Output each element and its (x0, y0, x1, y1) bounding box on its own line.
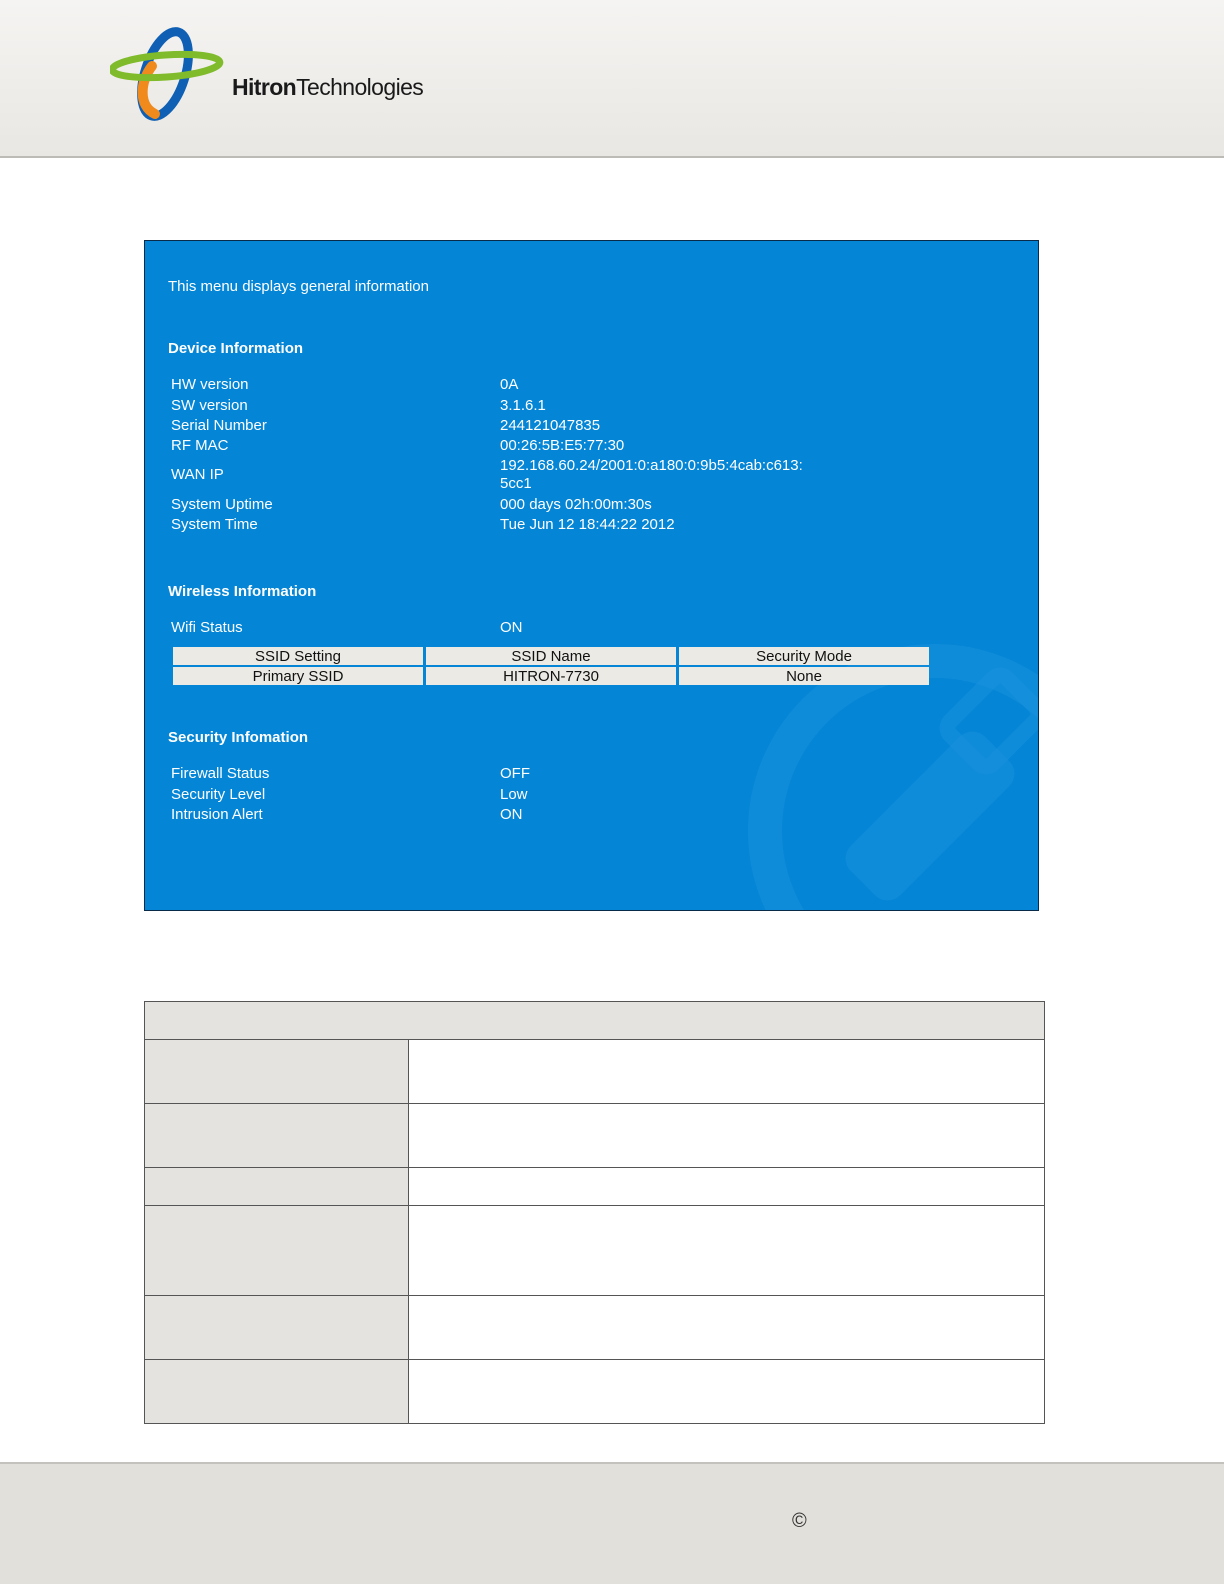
label-cell (145, 1040, 409, 1104)
page-header (0, 0, 1224, 158)
label-cell (145, 1168, 409, 1206)
ssid-name-header: SSID Name (426, 647, 676, 665)
description-table-header (145, 1002, 1045, 1040)
firewall-status-label: Firewall Status (171, 765, 270, 782)
ssid-setting-cell: Primary SSID (173, 667, 423, 685)
table-row (145, 1360, 1045, 1424)
wifi-status-value: ON (500, 619, 523, 636)
table-row (145, 1040, 1045, 1104)
description-cell (409, 1168, 1045, 1206)
intro-text: This menu displays general information (168, 278, 429, 295)
label-cell (145, 1296, 409, 1360)
hw-version-value: 0A (500, 376, 519, 393)
status-screenshot (144, 240, 1039, 911)
security-level-value: Low (500, 786, 528, 803)
wan-ip-value-continued: 5cc1 (500, 475, 532, 492)
label-cell (145, 1206, 409, 1296)
rf-mac-value: 00:26:5B:E5:77:30 (500, 437, 625, 454)
ssid-table-header-row (173, 647, 929, 665)
ssid-table (170, 645, 932, 687)
wan-ip-label: WAN IP (171, 466, 224, 483)
description-table (144, 1001, 1045, 1424)
wifi-status-label: Wifi Status (171, 619, 243, 636)
security-level-label: Security Level (171, 786, 266, 803)
system-uptime-value: 000 days 02h:00m:30s (500, 496, 652, 513)
system-uptime-label: System Uptime (171, 496, 273, 513)
brand-name: HitronTechnologies (232, 74, 424, 100)
sw-version-label: SW version (171, 397, 248, 414)
intrusion-alert-label: Intrusion Alert (171, 806, 263, 823)
wireless-info-title: Wireless Information (168, 583, 317, 600)
header-cell (145, 1002, 1045, 1040)
table-row (173, 667, 929, 685)
table-row (145, 1168, 1045, 1206)
ssid-setting-header: SSID Setting (173, 647, 423, 665)
sw-version-value: 3.1.6.1 (500, 397, 546, 414)
description-cell (409, 1360, 1045, 1424)
ssid-name-cell: HITRON-7730 (426, 667, 676, 685)
label-cell (145, 1104, 409, 1168)
description-cell (409, 1040, 1045, 1104)
label-cell (145, 1360, 409, 1424)
device-info-title: Device Information (168, 340, 304, 357)
wan-ip-value: 192.168.60.24/2001:0:a180:0:9b5:4cab:c613: (500, 457, 803, 474)
intrusion-alert-value: ON (500, 806, 523, 823)
page-footer (0, 1462, 1224, 1584)
table-row (145, 1206, 1045, 1296)
system-time-label: System Time (171, 516, 258, 533)
security-info-title: Security Infomation (168, 729, 309, 746)
rf-mac-label: RF MAC (171, 437, 229, 454)
hitron-logo-icon (110, 26, 225, 122)
hw-version-label: HW version (171, 376, 249, 393)
table-row (145, 1296, 1045, 1360)
table-row (145, 1104, 1045, 1168)
serial-number-value: 244121047835 (500, 417, 601, 434)
security-mode-cell: None (679, 667, 929, 685)
hitron-logo (110, 26, 440, 122)
description-cell (409, 1206, 1045, 1296)
firewall-status-value: OFF (500, 765, 530, 782)
description-cell (409, 1104, 1045, 1168)
description-cell (409, 1296, 1045, 1360)
copyright-symbol: © (792, 1510, 807, 1532)
serial-number-label: Serial Number (171, 417, 267, 434)
system-time-value: Tue Jun 12 18:44:22 2012 (500, 516, 675, 533)
security-mode-header: Security Mode (679, 647, 929, 665)
